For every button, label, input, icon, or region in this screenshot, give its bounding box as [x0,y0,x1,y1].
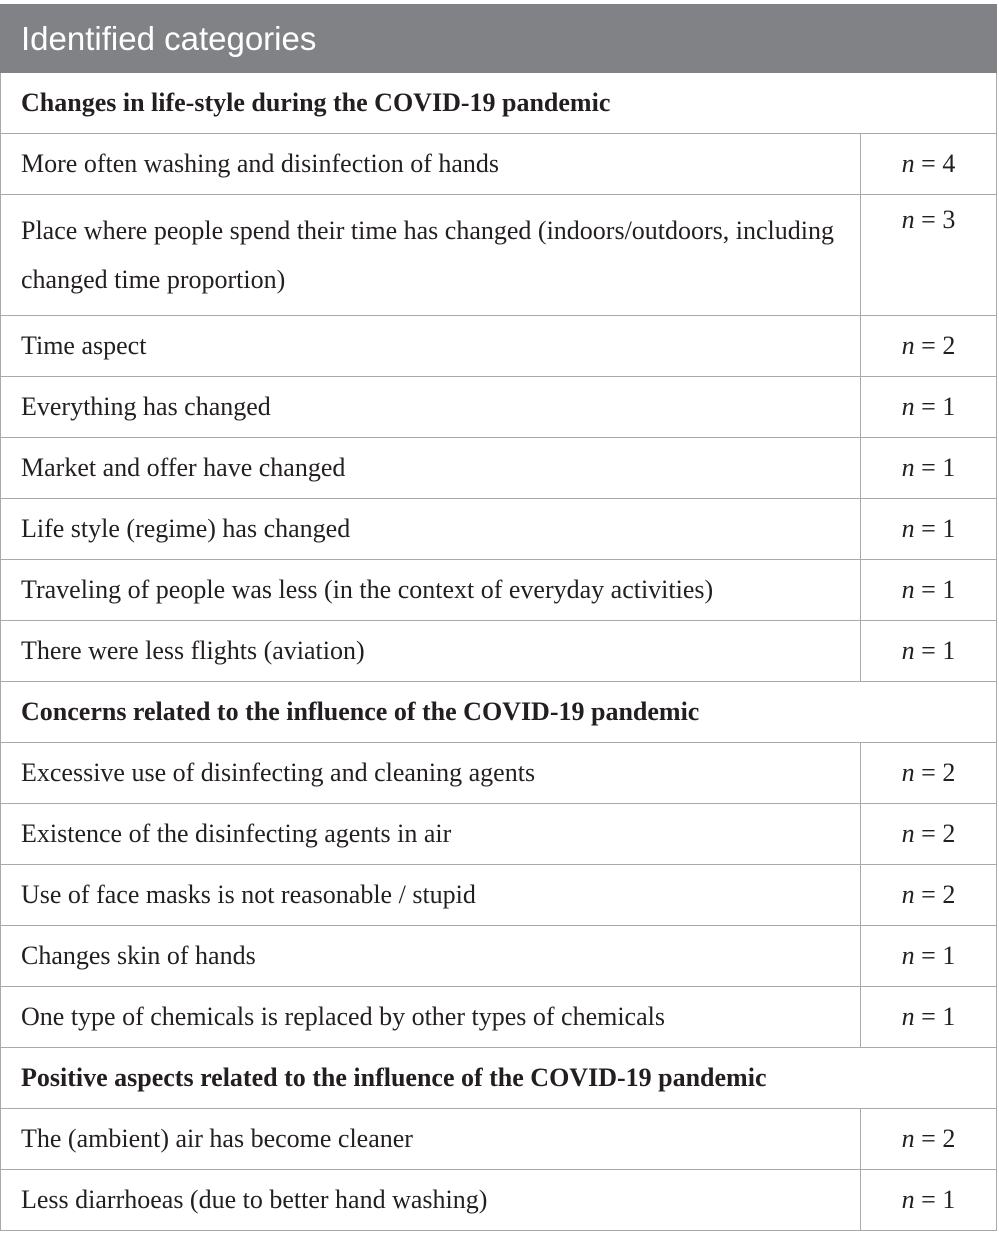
row-label: Time aspect [1,316,861,377]
count-value: = 1 [921,514,956,543]
row-label: Existence of the disinfecting agents in air [1,804,861,865]
section-title: Changes in life-style during the COVID-19 pandemic [1,73,997,134]
row-count [861,438,997,499]
table-row [1,438,997,499]
section-header-row [1,73,997,134]
table-row [1,621,997,682]
count-variable: n [901,1124,915,1153]
section-header-row [1,1048,997,1109]
count-variable: n [901,331,915,360]
table-row [1,377,997,438]
count-value: = 3 [921,205,956,234]
count-variable: n [901,636,915,665]
row-count [861,743,997,804]
table-row [1,195,997,316]
row-label: Life style (regime) has changed [1,499,861,560]
count-value: = 1 [921,1002,956,1031]
table-row [1,560,997,621]
table-row [1,499,997,560]
table-row [1,804,997,865]
row-count [861,316,997,377]
table-row [1,134,997,195]
count-variable: n [901,819,915,848]
row-label: Changes skin of hands [1,926,861,987]
table-row [1,926,997,987]
row-count [861,499,997,560]
count-variable: n [901,575,915,604]
row-count [861,926,997,987]
row-count [861,195,997,316]
table-row [1,865,997,926]
count-value: = 2 [921,331,956,360]
table-row [1,1170,997,1231]
count-value: = 2 [921,880,956,909]
row-label: There were less flights (aviation) [1,621,861,682]
count-value: = 1 [921,575,956,604]
table-row [1,316,997,377]
row-label: Traveling of people was less (in the context of everyday activities) [1,560,861,621]
row-label: Excessive use of disinfecting and cleaning agents [1,743,861,804]
count-variable: n [901,1185,915,1214]
table-header-row [1,5,997,73]
count-value: = 1 [921,636,956,665]
count-variable: n [901,880,915,909]
table-row [1,743,997,804]
count-value: = 1 [921,1185,956,1214]
count-variable: n [901,1002,915,1031]
count-value: = 2 [921,758,956,787]
row-count [861,1109,997,1170]
row-count [861,560,997,621]
count-value: = 4 [921,149,956,178]
count-variable: n [901,453,915,482]
table-row [1,987,997,1048]
row-count [861,987,997,1048]
row-count [861,865,997,926]
count-variable: n [901,941,915,970]
row-label: Market and offer have changed [1,438,861,499]
count-variable: n [901,205,915,234]
row-label: More often washing and disinfection of hands [1,134,861,195]
count-value: = 1 [921,392,956,421]
count-variable: n [901,392,915,421]
row-label: Place where people spend their time has changed (indoors/outdoors, including changed time proportion) [1,195,861,316]
row-label: One type of chemicals is replaced by other types of chemicals [1,987,861,1048]
count-value: = 1 [921,453,956,482]
count-value: = 1 [921,941,956,970]
count-value: = 2 [921,1124,956,1153]
section-header-row [1,682,997,743]
count-variable: n [901,758,915,787]
row-label: Less diarrhoeas (due to better hand washing) [1,1170,861,1231]
count-value: = 2 [921,819,956,848]
row-label: The (ambient) air has become cleaner [1,1109,861,1170]
table-row [1,1109,997,1170]
section-title: Concerns related to the influence of the COVID-19 pandemic [1,682,997,743]
row-count [861,1170,997,1231]
count-variable: n [901,514,915,543]
row-label: Use of face masks is not reasonable / stupid [1,865,861,926]
row-label: Everything has changed [1,377,861,438]
categories-table [0,4,997,1231]
table-header: Identified categories [1,5,997,73]
row-count [861,621,997,682]
count-variable: n [901,149,915,178]
row-count [861,134,997,195]
row-count [861,377,997,438]
row-count [861,804,997,865]
section-title: Positive aspects related to the influence of the COVID-19 pandemic [1,1048,997,1109]
